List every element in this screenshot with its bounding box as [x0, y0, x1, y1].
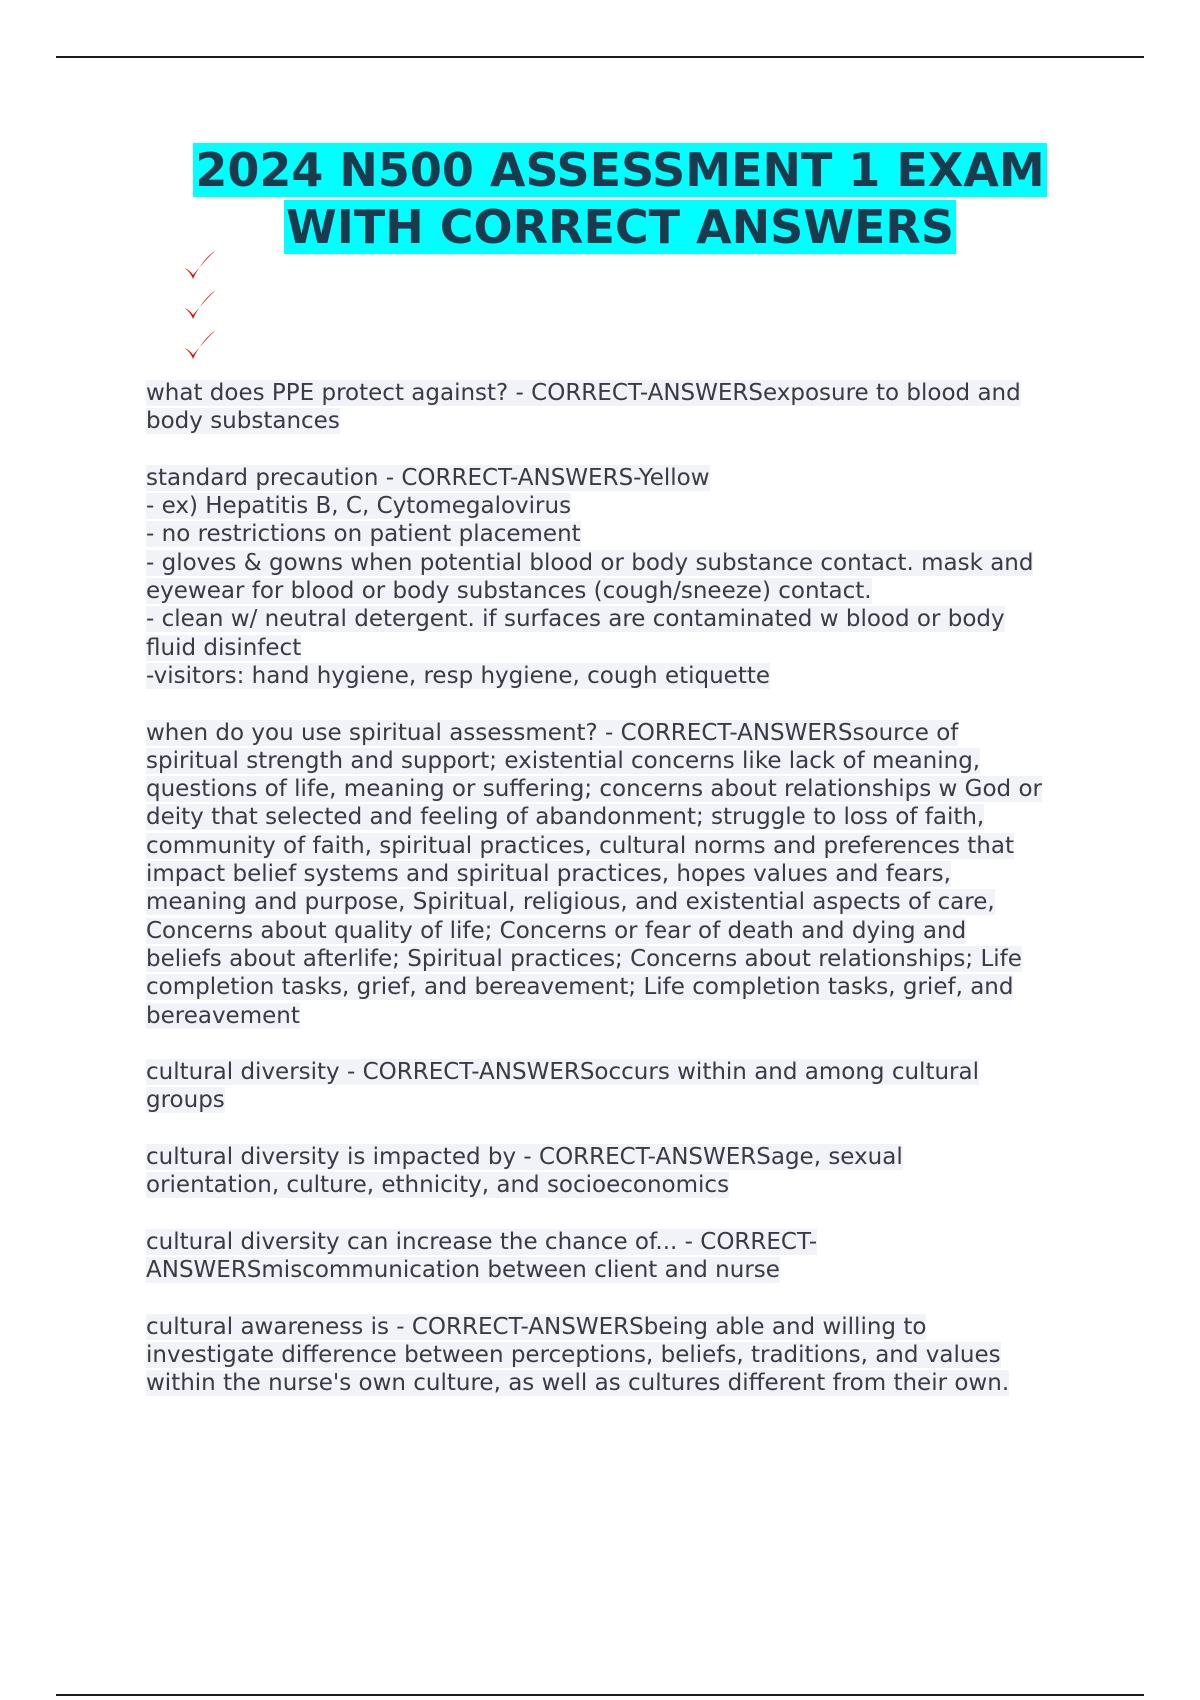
title-line-1: 2024 N500 ASSESSMENT 1 EXAM — [195, 143, 1045, 197]
qa-line — [146, 1143, 1096, 1171]
question-answer-list — [146, 379, 1096, 1426]
qa-line — [146, 1369, 1096, 1397]
qa-line — [146, 379, 1096, 407]
qa-line-text: when do you use spiritual assessment? - CORRECT-ANSWERSsource of — [146, 719, 959, 746]
qa-line-text: investigate difference between perceptions, beliefs, traditions, and values — [146, 1342, 1001, 1369]
qa-line — [146, 860, 1096, 888]
qa-item — [146, 1313, 1096, 1398]
qa-line-text: within the nurse's own culture, as well as cultures different from their own. — [146, 1370, 1010, 1397]
qa-line — [146, 634, 1096, 662]
qa-line — [146, 1341, 1096, 1369]
qa-line-text: community of faith, spiritual practices, cultural norms and preferences that — [146, 832, 1014, 859]
qa-line — [146, 577, 1096, 605]
qa-line — [146, 464, 1096, 492]
qa-line-text: - ex) Hepatitis B, C, Cytomegalovirus — [146, 493, 572, 520]
qa-line — [146, 973, 1096, 1001]
qa-line — [146, 520, 1096, 548]
qa-line-text: cultural diversity can increase the chance of... - CORRECT- — [146, 1228, 818, 1255]
qa-line-text: standard precaution - CORRECT-ANSWERS-Yellow — [146, 464, 710, 491]
bottom-rule — [56, 1694, 1144, 1696]
qa-item — [146, 1228, 1096, 1285]
qa-line-text: questions of life, meaning or suffering; concerns about relationships w God or — [146, 776, 1043, 803]
qa-item — [146, 1058, 1096, 1115]
qa-line — [146, 719, 1096, 747]
qa-line-text: impact belief systems and spiritual practices, hopes values and fears, — [146, 861, 951, 888]
red-checkmark-icon — [180, 246, 220, 286]
qa-line-text: - gloves & gowns when potential blood or body substance contact. mask and — [146, 549, 1034, 576]
qa-line-text: deity that selected and feeling of abandonment; struggle to loss of faith, — [146, 804, 985, 831]
qa-line-text: meaning and purpose, Spiritual, religious, and existential aspects of care, — [146, 889, 995, 916]
qa-line-text: groups — [146, 1087, 225, 1114]
qa-line — [146, 803, 1096, 831]
qa-item — [146, 379, 1096, 436]
qa-line-text: beliefs about afterlife; Spiritual practices; Concerns about relationships; Life — [146, 945, 1022, 972]
qa-line-text: bereavement — [146, 1002, 300, 1029]
qa-line — [146, 1256, 1096, 1284]
qa-line — [146, 945, 1096, 973]
qa-line — [146, 1313, 1096, 1341]
title-line-2: WITH CORRECT ANSWERS — [286, 200, 954, 254]
qa-item — [146, 1143, 1096, 1200]
qa-line — [146, 1171, 1096, 1199]
qa-line-text: fluid disinfect — [146, 634, 302, 661]
qa-line — [146, 747, 1096, 775]
qa-line — [146, 775, 1096, 803]
qa-item — [146, 464, 1096, 690]
qa-line — [146, 888, 1096, 916]
document-title — [140, 142, 1100, 256]
qa-line-text: Concerns about quality of life; Concerns or fear of death and dying and — [146, 917, 967, 944]
qa-line-text: ANSWERSmiscommunication between client and nurse — [146, 1257, 780, 1284]
qa-line — [146, 605, 1096, 633]
red-checkmark-icon — [180, 286, 220, 326]
qa-line-text: - clean w/ neutral detergent. if surfaces are contaminated w blood or body — [146, 606, 1005, 633]
qa-line-text: -visitors: hand hygiene, resp hygiene, cough etiquette — [146, 662, 771, 689]
qa-line-text: body substances — [146, 408, 340, 435]
qa-line — [146, 1228, 1096, 1256]
qa-line-text: completion tasks, grief, and bereavement; Life completion tasks, grief, and — [146, 974, 1014, 1001]
qa-line-text: spiritual strength and support; existential concerns like lack of meaning, — [146, 747, 981, 774]
qa-line-text: - no restrictions on patient placement — [146, 521, 581, 548]
qa-line-text: cultural diversity is impacted by - CORRECT-ANSWERSage, sexual — [146, 1144, 903, 1171]
qa-line-text: what does PPE protect against? - CORRECT-ANSWERSexposure to blood and — [146, 380, 1021, 406]
qa-line — [146, 492, 1096, 520]
qa-line — [146, 832, 1096, 860]
qa-item — [146, 719, 1096, 1030]
qa-line-text: orientation, culture, ethnicity, and socioeconomics — [146, 1172, 730, 1199]
qa-line-text: cultural diversity - CORRECT-ANSWERSoccurs within and among cultural — [146, 1059, 979, 1086]
qa-line — [146, 662, 1096, 690]
red-checkmark-icon — [180, 326, 220, 366]
top-rule — [56, 56, 1144, 58]
qa-line — [146, 407, 1096, 435]
qa-line — [146, 917, 1096, 945]
qa-line-text: cultural awareness is - CORRECT-ANSWERSbeing able and willing to — [146, 1313, 927, 1340]
qa-line — [146, 1058, 1096, 1086]
qa-line — [146, 1086, 1096, 1114]
checkmark-group — [180, 246, 220, 366]
qa-line-text: eyewear for blood or body substances (cough/sneeze) contact. — [146, 578, 872, 605]
qa-line — [146, 549, 1096, 577]
qa-line — [146, 1002, 1096, 1030]
